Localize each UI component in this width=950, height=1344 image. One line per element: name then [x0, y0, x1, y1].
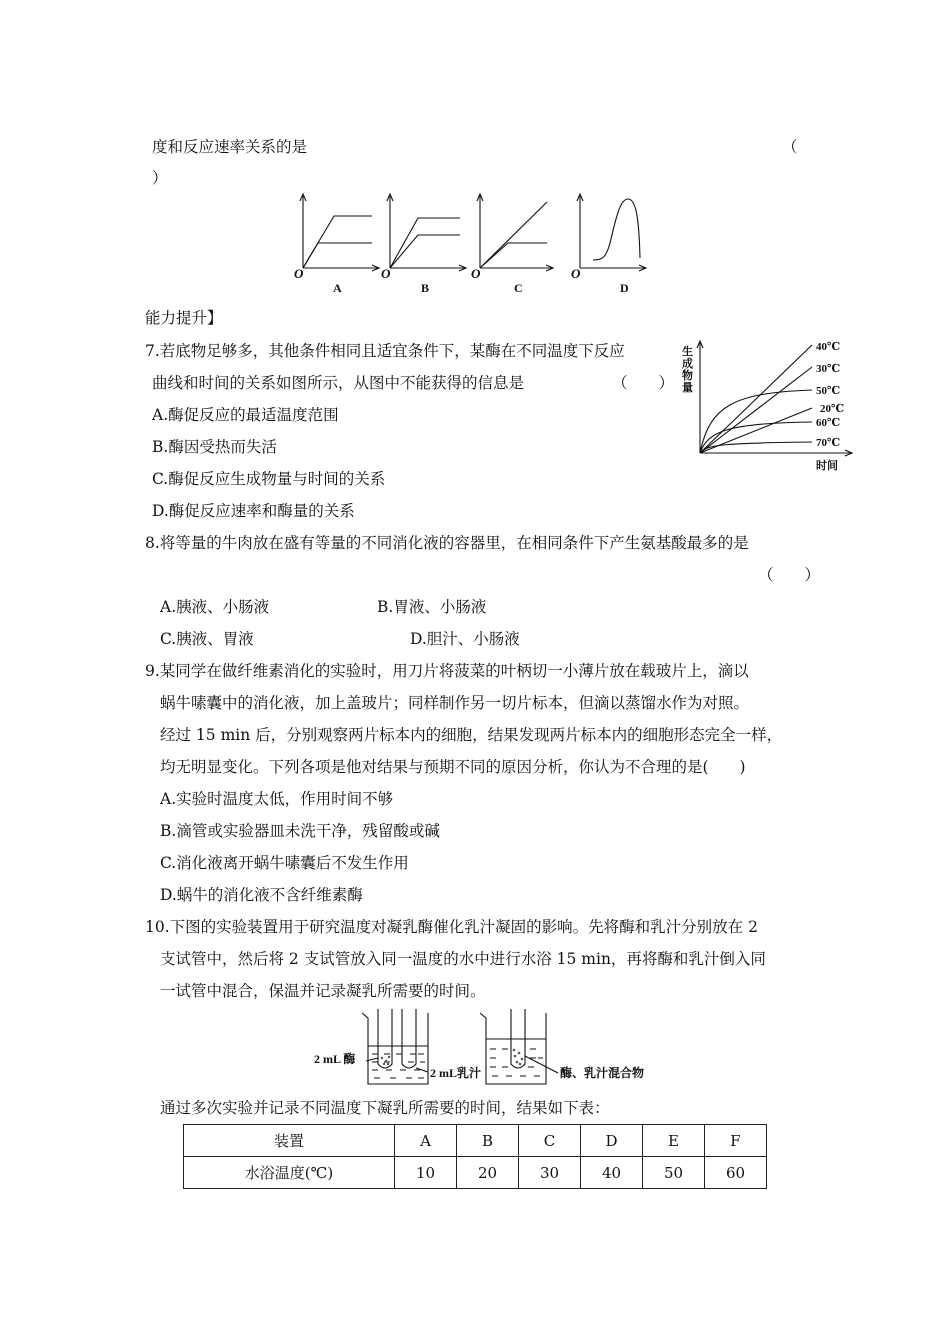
- q9-option-c: C.消化液离开蜗牛嗉囊后不发生作用: [160, 854, 409, 872]
- table-cell: C: [519, 1125, 581, 1157]
- q9-stem-line2: 蜗牛嗉囊中的消化液，加上盖玻片；同样制作另一切片标本，但滴以蒸馏水作为对照。: [160, 694, 750, 712]
- q10-stem-line2: 支试管中，然后将 2 支试管放入同一温度的水中进行水浴 15 min，再将酶和乳汁倒入同: [160, 950, 766, 968]
- q10-result-table: [183, 1124, 767, 1189]
- table-cell: 水浴温度(℃): [184, 1157, 395, 1189]
- q9-option-d: D.蜗牛的消化液不含纤维素酶: [160, 886, 363, 904]
- q7-stem-line1: 7.若底物足够多，其他条件相同且适宜条件下，某酶在不同温度下反应: [145, 342, 625, 360]
- q6-stem: 度和反应速率关系的是: [152, 138, 308, 156]
- curve-30c: [700, 367, 812, 453]
- table-cell: B: [457, 1125, 519, 1157]
- q9-stem-line4: 均无明显变化。下列各项是他对结果与预期不同的原因分析，你认为不合理的是( ): [160, 758, 746, 776]
- q7-curve-label-20: 20℃: [820, 403, 845, 415]
- q6-graph-label-d: D: [620, 281, 629, 295]
- q7-y-label-3: 物: [682, 370, 693, 382]
- q9-option-b: B.滴管或实验器皿未洗干净，残留酸或碱: [160, 822, 440, 840]
- q10-stem-line3: 一试管中混合，保温并记录凝乳所需要的时间。: [160, 982, 486, 1000]
- table-cell: 60: [705, 1157, 767, 1189]
- q10-label-enzyme: 2 mL 酶: [314, 1052, 356, 1066]
- q8-answer-paren: （ ）: [758, 566, 821, 584]
- q7-curve-label-40: 40℃: [816, 341, 841, 353]
- table-cell: D: [581, 1125, 643, 1157]
- q8-option-b: B.胃液、小肠液: [377, 598, 487, 616]
- curve-70c: [700, 442, 812, 453]
- section-heading: 能力提升】: [145, 309, 223, 327]
- q7-y-label-4: 量: [682, 382, 693, 394]
- q6-origin-a: O: [294, 266, 304, 281]
- q10-after-figure: 通过多次实验并记录不同温度下凝乳所需要的时间，结果如下表：: [160, 1099, 610, 1117]
- q6-origin-d: O: [571, 266, 581, 281]
- table-cell: A: [395, 1125, 457, 1157]
- table-cell: F: [705, 1125, 767, 1157]
- q7-stem-line2: 曲线和时间的关系如图所示，从图中不能获得的信息是: [152, 374, 525, 392]
- table-row: [184, 1157, 767, 1189]
- q8-option-c: C.胰液、胃液: [160, 630, 254, 648]
- q6-graph-label-a: A: [333, 281, 342, 295]
- table-cell: 装置: [184, 1125, 395, 1157]
- q6-origin-b: O: [381, 266, 391, 281]
- curve-40c: [700, 345, 812, 453]
- q7-temperature-chart: [676, 335, 866, 475]
- q7-y-label-1: 生: [682, 346, 693, 358]
- table-cell: 20: [457, 1157, 519, 1189]
- q10-apparatus-figure: [310, 1006, 660, 1086]
- q10-stem-line1: 10.下图的实验装置用于研究温度对凝乳酶催化乳汁凝固的影响。先将酶和乳汁分别放在 2: [145, 918, 758, 936]
- q10-label-milk: 2 mL乳汁: [430, 1066, 482, 1080]
- q8-option-a: A.胰液、小肠液: [160, 598, 270, 616]
- q8-stem: 8.将等量的牛肉放在盛有等量的不同消化液的容器里，在相同条件下产生氨基酸最多的是: [145, 534, 749, 552]
- table-cell: 40: [581, 1157, 643, 1189]
- table-cell: 10: [395, 1157, 457, 1189]
- q9-stem-line3: 经过 15 min 后，分别观察两片标本内的细胞，结果发现两片标本内的细胞形态完全一样，: [160, 726, 783, 744]
- q7-option-b: B.酶因受热而失活: [152, 438, 277, 456]
- q7-curve-label-70: 70℃: [816, 437, 841, 449]
- q6-paren-close: ）: [152, 169, 168, 187]
- q7-option-c: C.酶促反应生成物量与时间的关系: [152, 470, 386, 488]
- q10-label-mix: 酶、乳汁混合物: [560, 1066, 645, 1080]
- q6-paren-open: （: [782, 138, 798, 156]
- q7-option-a: A.酶促反应的最适温度范围: [152, 406, 339, 424]
- table-cell: E: [643, 1125, 705, 1157]
- table-cell: 30: [519, 1157, 581, 1189]
- q7-answer-paren: （ ）: [612, 374, 675, 392]
- q6-graphs: [290, 188, 650, 298]
- q7-curve-label-30: 30℃: [816, 363, 841, 375]
- q8-option-d: D.胆汁、小肠液: [410, 630, 520, 648]
- q6-graph-label-c: C: [514, 281, 523, 295]
- table-cell: 50: [643, 1157, 705, 1189]
- q9-option-a: A.实验时温度太低，作用时间不够: [160, 790, 394, 808]
- q7-option-d: D.酶促反应速率和酶量的关系: [152, 502, 355, 520]
- q7-y-label-2: 成: [682, 358, 693, 370]
- table-row: [184, 1125, 767, 1157]
- q7-curve-label-50: 50℃: [816, 385, 841, 397]
- q7-x-label: 时间: [816, 460, 838, 472]
- q6-graph-label-b: B: [421, 281, 430, 295]
- q7-curve-label-60: 60℃: [816, 417, 841, 429]
- q6-origin-c: O: [471, 266, 481, 281]
- q9-stem-line1: 9.某同学在做纤维素消化的实验时，用刀片将菠菜的叶柄切一小薄片放在载玻片上，滴以: [145, 662, 749, 680]
